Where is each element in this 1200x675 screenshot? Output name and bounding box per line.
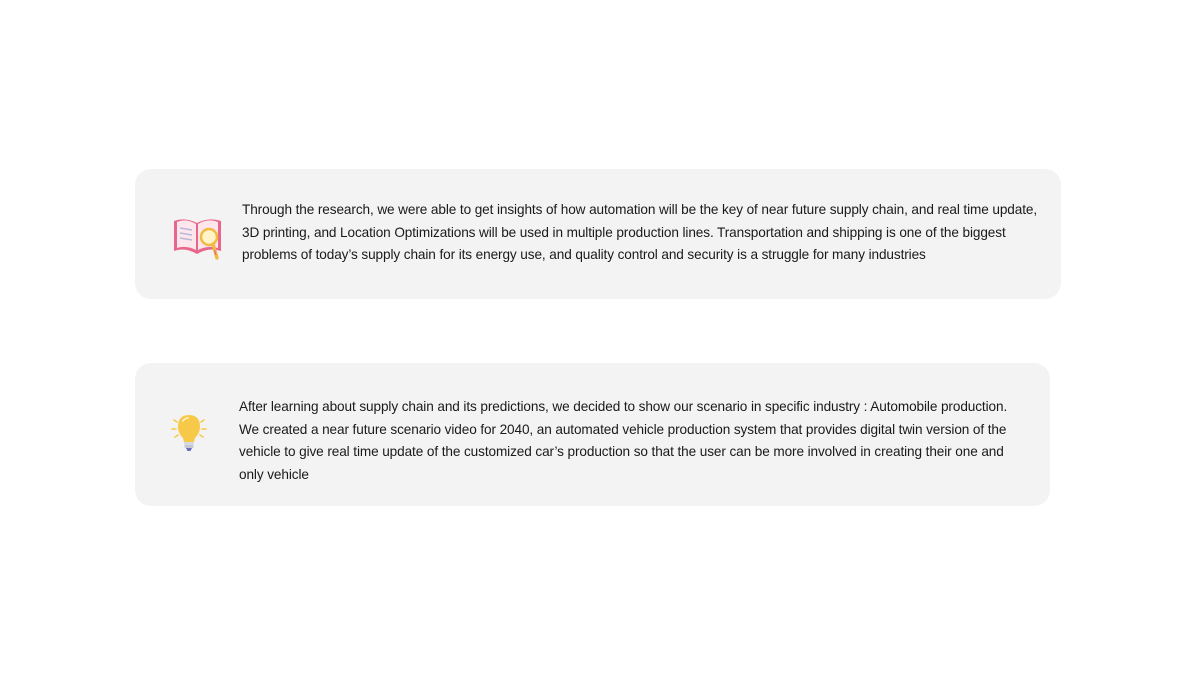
scenario-idea-text: After learning about supply chain and its predictions, we decided to show our scenario in specific industry : Automobile production. We created a near future scenario video for 2040, an automated vehicle production system that provides digital twin version of the vehicle to give real time update of the customized car’s production so that the user can be more involved in creating their one and only vehicle <box>239 399 1008 482</box>
research-insight-card <box>135 169 1061 299</box>
scenario-idea-card <box>135 363 1050 506</box>
research-insight-text: Through the research, we were able to get insights of how automation will be the key of near future supply chain, and real time update, 3D printing, and Location Optimizations will be used in multiple production lines. Transportation and shipping is one of the biggest problems of today’s supply chain for its energy use, and quality control and security is a struggle for many industries <box>242 202 1038 262</box>
lightbulb-icon <box>169 413 209 457</box>
book-magnifier-icon <box>171 213 225 267</box>
